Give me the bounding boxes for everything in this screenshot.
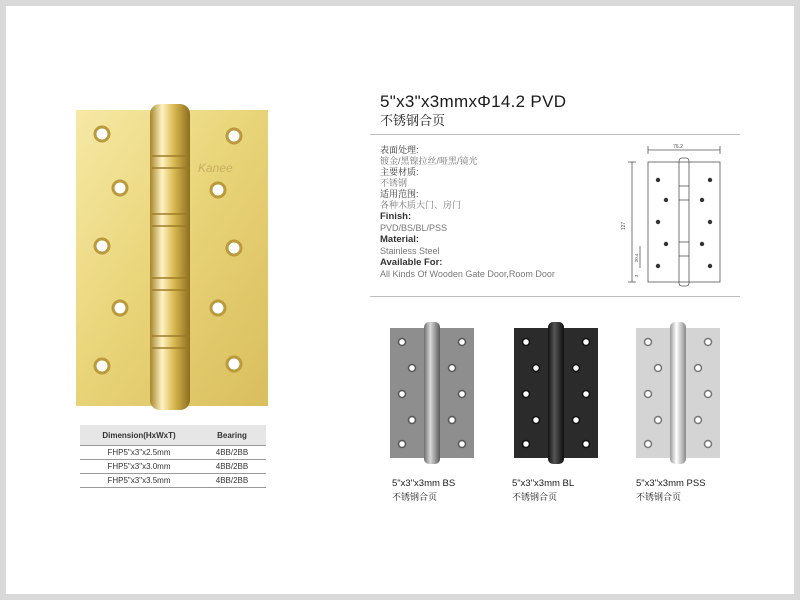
dimension-cell: FHP5"x3"x2.5mm xyxy=(80,446,198,460)
table-header-row xyxy=(80,425,266,446)
hinge-variant-bs xyxy=(384,318,480,468)
header-bearing: Bearing xyxy=(198,425,266,446)
finish-value: PVD/BS/BL/PSS xyxy=(380,222,448,233)
variant-subcaption-bl: 不锈钢合页 xyxy=(512,492,558,502)
bearing-cell: 4BB/2BB xyxy=(198,474,266,488)
variant-subcaption-pss: 不锈钢合页 xyxy=(636,492,682,502)
material-value-cn: 不锈钢 xyxy=(380,178,408,188)
table-row xyxy=(80,446,266,460)
drawing-width-label: 76.2 xyxy=(673,144,683,150)
gold-hinge-image xyxy=(72,96,272,414)
divider-top xyxy=(370,134,740,135)
drawing-inner-label: 30.4 xyxy=(634,253,639,263)
available-label: Available For: xyxy=(380,257,443,268)
product-title: 5"x3"x3mmxΦ14.2 PVD xyxy=(380,92,567,111)
available-value: All Kinds Of Wooden Gate Door,Room Door xyxy=(380,268,555,279)
header-dimension: Dimension(HxWxT) xyxy=(80,425,198,446)
variant-caption-bl: 5"x3"x3mm BL xyxy=(512,478,575,489)
variant-caption-pss: 5"x3"x3mm PSS xyxy=(636,478,706,489)
usage-label-cn: 适用范围: xyxy=(380,189,419,199)
material-label: Material: xyxy=(380,234,420,245)
finish-label: Finish: xyxy=(380,211,412,222)
surface-value: 镀金/黑镍拉丝/哑黑/镜光 xyxy=(380,156,478,166)
divider-middle xyxy=(370,296,740,297)
table-row xyxy=(80,460,266,474)
technical-drawing xyxy=(622,142,734,288)
drawing-offset-label: 3 xyxy=(634,274,639,278)
dimension-cell: FHP5"x3"x3.0mm xyxy=(80,460,198,474)
dimension-table xyxy=(80,425,266,488)
brand-mark: Kanee xyxy=(198,161,233,175)
bearing-cell: 4BB/2BB xyxy=(198,460,266,474)
product-subtitle: 不锈钢合页 xyxy=(380,113,446,128)
dimension-cell: FHP5"x3"x3.5mm xyxy=(80,474,198,488)
drawing-height-label: 127 xyxy=(621,221,627,231)
bearing-cell: 4BB/2BB xyxy=(198,446,266,460)
hinge-variant-pss xyxy=(630,318,726,468)
material-label-cn: 主要材质: xyxy=(380,167,419,177)
usage-value-cn: 各种木质大门、房门 xyxy=(380,200,462,210)
spec-block xyxy=(380,143,555,278)
variant-subcaption-bs: 不锈钢合页 xyxy=(392,492,438,502)
table-row xyxy=(80,474,266,488)
material-value: Stainless Steel xyxy=(380,245,440,256)
variant-caption-bs: 5"x3"x3mm BS xyxy=(392,478,456,489)
surface-label: 表面处理: xyxy=(380,145,419,155)
hinge-variant-bl xyxy=(508,318,604,468)
